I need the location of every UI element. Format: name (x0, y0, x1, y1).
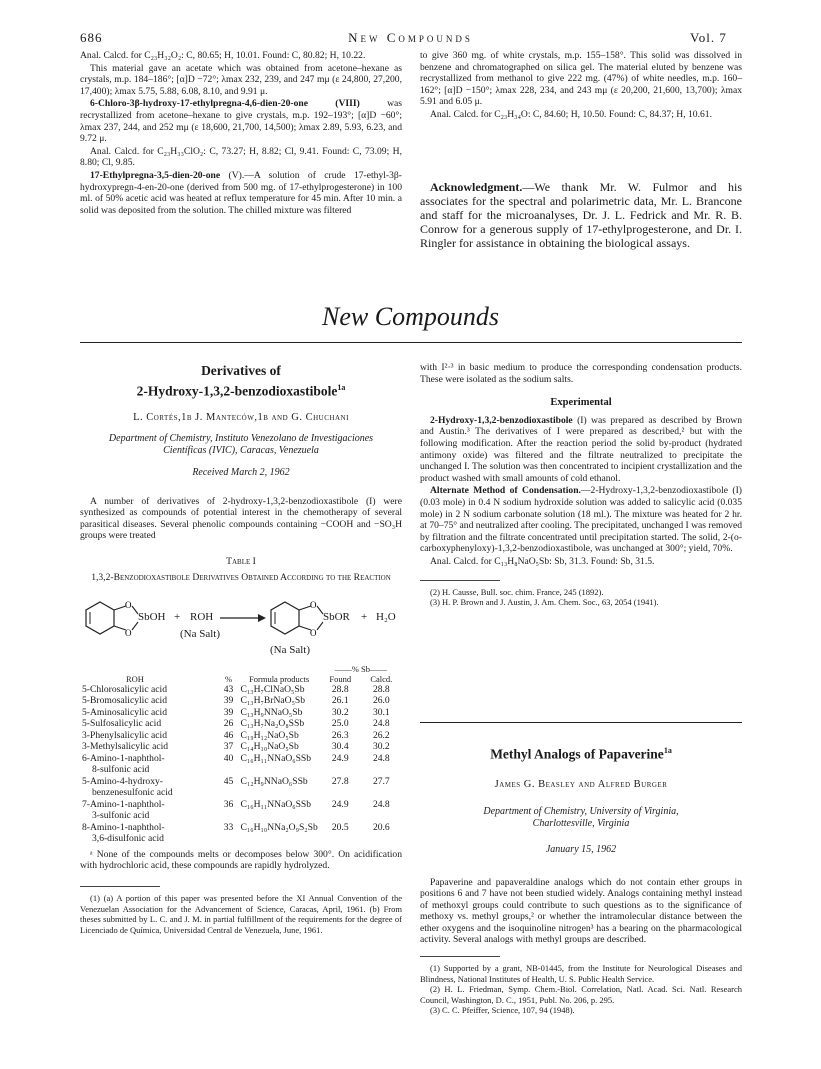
article2-received: January 15, 1962 (545, 843, 617, 855)
left-sb-group: SbOH (138, 610, 166, 623)
col-roh: ROH (126, 673, 144, 684)
cell-pct: 43 (223, 683, 234, 695)
article2-footnote-3: (3) C. C. Pfeiffer, Science, 107, 94 (1948). (430, 1005, 575, 1016)
col-formula: Formula products (249, 673, 310, 684)
experimental-1-text: (I) was prepared as described by Brown and Austin.³ The derivatives of I were prepared as described,² but with the following modification. After the reaction period the solid by-product (hydrated antimony oxide) was filtered and the filtrate neutralized to precipitate the unchanged I. The solution was then concentrated to incipient crystallization and the product washed with small amounts of cold ethanol. (420, 414, 742, 484)
cell-formula: C₁₃H₇Na₂O₈SSb (240, 718, 305, 730)
cell-pct: 45 (223, 775, 234, 787)
cell-found: 24.9 (331, 752, 349, 764)
cell-roh (80, 753, 219, 776)
section-rule (80, 342, 742, 343)
article2-affiliation: Department of Chemistry, University of Virginia, Charlottesville, Virginia (483, 805, 679, 829)
roh-line-2: benzenesulfonic acid (92, 787, 173, 799)
table-body (80, 684, 402, 845)
water: H₂O (376, 610, 396, 623)
table-header-row-1 (80, 664, 402, 674)
cell-formula: C₁₆H₁₀NNa₂O₉S₂Sb (240, 821, 318, 833)
cell-pct: 39 (223, 695, 234, 707)
article1-right-column (420, 362, 742, 608)
experimental-paragraph-2 (420, 485, 742, 555)
oxygen-right-top: O (310, 599, 317, 610)
derivatives-table (80, 664, 402, 845)
cell-pct: 37 (223, 741, 234, 753)
right-sb-group: SbOR (323, 610, 350, 623)
cell-pct: 33 (223, 821, 234, 833)
cell-pct: 36 (223, 798, 234, 810)
section-title: New Compounds (322, 302, 499, 331)
roh-line-1: 7-Amino-1-naphthol- (82, 798, 165, 810)
continuation-right-column (420, 50, 742, 122)
table-row (80, 776, 402, 799)
cell-found: 30.4 (331, 741, 349, 753)
cell-calcd: 30.1 (372, 706, 390, 718)
cell-calcd: 24.8 (372, 798, 390, 810)
reaction-arrow-head (258, 614, 266, 622)
table-row (80, 684, 402, 696)
article-benzodioxastibole (80, 362, 402, 935)
title-line-1: Derivatives of (201, 363, 281, 378)
cell-formula: C₁₉H₁₂NaO₅Sb (240, 729, 299, 741)
title-footnote-mark: 1a (337, 383, 346, 392)
acknowledgment-head: Acknowledgment. (430, 180, 523, 194)
cell-calcd: 24.8 (372, 718, 390, 730)
cell-formula: C₁₃H₇ClNaO₅Sb (240, 683, 305, 695)
acknowledgment-text: —We thank Mr. W. Fulmor and his associates for the spectral and polarimetric data, Mr. L. Brancone and staff for the microanalyses, Dr. J. L. Fedrick and Mr. R. B. Conrow for a generous supply of 17-ethylprogesterone, and Dr. I. Ringler for assistance in obtaining the biological assays. (420, 180, 742, 250)
article2-abstract-text: Papaverine and papaveraldine analogs which do not contain ether groups in positions 6 and 7 have not been studied widely. Analogs containing methyl instead of methoxyl groups could contribute to such questions as to the significance of methoxy vs. methyl groups,² or whether the intramolecular distance between the ether oxygens and the isoquinoline nitrogen³ has a bearing on the pharmacological activity. Several analogs with methyl groups are described. (420, 876, 742, 946)
roh-line-2: 3-sulfonic acid (92, 810, 150, 822)
table-row (80, 753, 402, 776)
cell-found: 24.9 (331, 798, 349, 810)
experimental-heading: Experimental (550, 397, 612, 409)
cell-calcd: 20.6 (372, 821, 390, 833)
cell-roh: 5-Bromosalicylic acid (82, 695, 167, 707)
oxygen-left-top: O (125, 599, 132, 610)
analysis-line-3: Anal. Calcd. for C₂₃H₃₄O: C, 84.60; H, 10.50. Found: C, 84.37; H, 10.61. (430, 108, 712, 120)
cell-roh (80, 799, 219, 822)
cell-found: 26.3 (331, 729, 349, 741)
article2-footnote-1: (1) Supported by a grant, NB-01445, from the Institute for Neurological Diseases and Blindness, National Institutes of Health, U. S. Public Health Service. (420, 963, 742, 984)
experimental-analysis: Anal. Calcd. for C₁₃H₈NaO₅Sb: Sb, 31.3. Found: Sb, 31.5. (430, 555, 655, 567)
article2-title-text: Methyl Analogs of Papaverine (490, 746, 664, 762)
cell-calcd: 26.0 (372, 695, 390, 707)
authors: L. Cortés,1b J. Manteców,1b and G. Chuchani (133, 411, 349, 423)
cell-calcd: 27.7 (372, 775, 390, 787)
reagent-note: (Na Salt) (180, 627, 221, 640)
analysis-line-2: Anal. Calcd. for C₂₃H₃₃ClO₂: C, 73.27; H, 8.82; Cl, 9.41. Found: C, 73.09; H, 8.80; Cl, 9.85. (80, 145, 402, 169)
cell-roh (80, 822, 219, 845)
acetate-paragraph: This material gave an acetate which was obtained from acetone–hexane as crystals, m.p. 184–186°; [α]D −72°; λmax 232, 239, and 247 mμ (ε 24,800, 27,200, 17,400); λmax 5.75, 5.88, 6.08, 8.10, and 9.91 μ. (80, 62, 402, 97)
col-pct: % (225, 673, 233, 684)
article2-title-footnote-mark: 1a (663, 746, 672, 755)
experimental-2-text: —2-Hydroxy-1,3,2-benzodioxastibole (I) (0.03 mole) in 0.4 N sodium hydroxide solution was added to salicylic acid (0.035 mole) in 2 N sodium carbonate solution (18 ml.). The mixture was heated for 2 hr. at 70–75° and neutralized after cooling. The precipitated, unchanged I was removed by filtration and the filtrate concentrated until precipitation started. The solid, 2-(o-carboxyphenyloxy)-1,3,2-benzodioxastibole, was unchanged at 300°; yield, 70%. (420, 485, 743, 555)
product-note: (Na Salt) (270, 643, 311, 656)
cell-pct: 39 (223, 706, 234, 718)
table-row (80, 822, 402, 845)
cell-formula: C₁₆H₁₁NNaO₆SSb (240, 798, 312, 810)
reagent: ROH (190, 610, 214, 623)
continuation-left-column (80, 50, 402, 217)
col-found: Found (329, 673, 352, 684)
article2-rule (420, 722, 742, 723)
cell-formula: C₁₃H₉NNaO₅Sb (240, 706, 303, 718)
bond-sb-left-bottom (132, 622, 138, 630)
chromatography-paragraph: to give 360 mg. of white crystals, m.p. 155–158°. This solid was dissolved in benzene and chromatographed on silica gel. The material eluted by benzene was recrystallized from methanol to give 222 mg. (47%) of white needles, m.p. 160–162°; [α]D −150°; λmax 228, 234, and 243 mμ (ε 20,200, 21,600, 13,700); λmax 5.91 and 6.05 μ. (420, 50, 742, 108)
cell-roh (80, 776, 219, 799)
compound-viii-text: was recrystallized from acetone–hexane to give crystals, m.p. 192–193°; [α]D −60°; λmax 237, 244, and 252 mμ (ε 18,600, 21,700, 14,500); λmax 2.89, 5.93, 6.23, and 9.72 μ. (80, 98, 402, 145)
cell-roh: 5-Chlorosalicylic acid (82, 683, 167, 695)
article2-footnote-2: (2) H. L. Friedman, Symp. Chem.-Biol. Correlation, Natl. Acad. Sci. Natl. Research Council, Washington, D. C., 1951, Publ. No. 206, p. 295. (420, 984, 742, 1005)
cell-pct: 46 (223, 729, 234, 741)
compound-viii-name: 6-Chloro-3β-hydroxy-17-ethylpregna-4,6-dien-20-one (VIII) (90, 98, 360, 110)
table-row (80, 741, 402, 753)
received-date: Received March 2, 1962 (192, 466, 290, 478)
reference-3: (3) H. P. Brown and J. Austin, J. Am. Chem. Soc., 63, 2054 (1941). (430, 597, 659, 607)
plus-sign-1: + (174, 610, 181, 623)
running-head: New Compounds (348, 30, 473, 45)
cell-calcd: 24.8 (372, 752, 390, 764)
cell-calcd: 26.2 (372, 729, 390, 741)
page-number: 686 (80, 30, 103, 45)
cell-found: 27.8 (331, 775, 349, 787)
article2-footnote-rule (420, 956, 500, 957)
table-label: Table I (226, 555, 256, 567)
compound-v-paragraph (80, 170, 402, 216)
abstract-text: A number of derivatives of 2-hydroxy-1,3,2-benzodioxastibole (I) were synthesized as compounds of potential interest in the chemotherapy of several parasitical diseases. Several phenolic compounds containing −COOH and −SO₃H groups were treated (80, 495, 402, 542)
cell-roh: 5-Aminosalicylic acid (82, 706, 167, 718)
analysis-line-1: Anal. Calcd. for C₂₃H₃₂O₂: C, 80.65; H, 10.01. Found: C, 80.82; H, 10.22. (80, 50, 366, 61)
cell-pct: 26 (223, 718, 234, 730)
experimental-2-bold: Alternate Method of Condensation. (430, 485, 581, 497)
title-line-2: 2-Hydroxy-1,3,2-benzodioxastibole (136, 383, 338, 399)
cell-calcd: 28.8 (372, 683, 390, 695)
footnote-1 (80, 893, 402, 935)
affiliation: Department of Chemistry, Instituto Venezolano de Investigaciones Científicas (IVIC), Caracas, Venezuela (108, 432, 374, 456)
experimental-paragraph-1 (420, 415, 742, 485)
article2-title (420, 742, 742, 763)
acknowledgment (420, 180, 742, 250)
table-note (80, 849, 402, 872)
cell-roh: 3-Methylsalicylic acid (82, 741, 169, 753)
article2-authors: James G. Beasley and Alfred Burger (494, 778, 668, 790)
cell-calcd: 30.2 (372, 741, 390, 753)
abstract (80, 496, 402, 542)
cell-roh: 5-Sulfosalicylic acid (82, 718, 162, 730)
roh-line-2: 3,6-disulfonic acid (92, 833, 164, 845)
bond-sb-right-bottom (317, 622, 323, 630)
table-row (80, 707, 402, 719)
references-rule (420, 580, 500, 581)
table-row (80, 718, 402, 730)
table-row (80, 730, 402, 742)
cell-found: 28.8 (331, 683, 349, 695)
volume-label: Vol. 7 (690, 30, 727, 45)
cell-formula: C₁₂H₉NNaO₆SSb (240, 775, 308, 787)
cell-found: 25.0 (331, 718, 349, 730)
cell-formula: C₁₆H₁₁NNaO₆SSb (240, 752, 312, 764)
cell-roh: 3-Phenylsalicylic acid (82, 729, 167, 741)
cell-found: 20.5 (331, 821, 349, 833)
footnote-1-text: (1) (a) A portion of this paper was presented before the XI Annual Convention of the Venezuelan Association for the Advancement of Science, Caracas, April, 1961. (b) From theses submitted by L. C. and J. M. in partial fulfillment of the requirements for the degree of Licenciado de Química, Universidad Central de Venezuela, June, 1961. (80, 893, 402, 935)
compound-v-name: 17-Ethylpregna-3,5-dien-20-one (90, 169, 221, 181)
roh-line-1: 8-Amino-1-naphthol- (82, 821, 165, 833)
oxygen-right-bottom: O (310, 627, 317, 638)
cell-formula: C₁₃H₇BrNaO₅Sb (240, 695, 306, 707)
oxygen-left-bottom: O (125, 627, 132, 638)
col-calcd: Calcd. (370, 673, 393, 684)
compound-v-text: (V).—A solution of crude 17-ethyl-3β-hydroxypregn-4-en-20-one (derived from 500 mg. of 17-ethylprogesterone) in 100 ml. of 50% acetic acid was heated at reflux temperature for 45 min. After 10 min. a solid was deposited from the solution. The chilled mixture was filtered (80, 169, 402, 216)
table-note-text: ᵃ None of the compounds melts or decomposes below 300°. On acidification with hydrochloric acid, these compounds are rapidly hydrolyzed. (80, 848, 402, 872)
reference-2: (2) H. Causse, Bull. soc. chim. France, 245 (1892). (430, 586, 604, 597)
compound-viii-paragraph (80, 98, 402, 144)
cell-found: 26.1 (331, 695, 349, 707)
intro-continuation: with I²·³ in basic medium to produce the corresponding condensation products. These were isolated as the sodium salts. (420, 362, 742, 385)
roh-line-2: 8-sulfonic acid (92, 764, 150, 776)
roh-line-1: 6-Amino-1-naphthol- (82, 752, 165, 764)
experimental-1-bold: 2-Hydroxy-1,3,2-benzodioxastibole (430, 414, 573, 426)
roh-line-1: 5-Amino-4-hydroxy- (82, 775, 163, 787)
table-row (80, 799, 402, 822)
article-papaverine (420, 742, 742, 1016)
references (420, 587, 742, 608)
cell-formula: C₁₄H₁₀NaO₅Sb (240, 741, 299, 753)
footnote-rule (80, 886, 160, 887)
table-title: 1,3,2-Benzodioxastibole Derivatives Obtained According to the Reaction (91, 571, 391, 583)
article-title (80, 362, 402, 400)
benzodioxastibole-structures (80, 594, 402, 642)
col-sb: ——% Sb—— (334, 663, 387, 674)
article2-abstract (420, 877, 742, 947)
table-row (80, 695, 402, 707)
plus-sign-2: + (361, 610, 368, 623)
cell-pct: 40 (223, 752, 234, 764)
article2-footnotes (420, 963, 742, 1016)
reaction-scheme (80, 594, 402, 662)
cell-found: 30.2 (331, 706, 349, 718)
